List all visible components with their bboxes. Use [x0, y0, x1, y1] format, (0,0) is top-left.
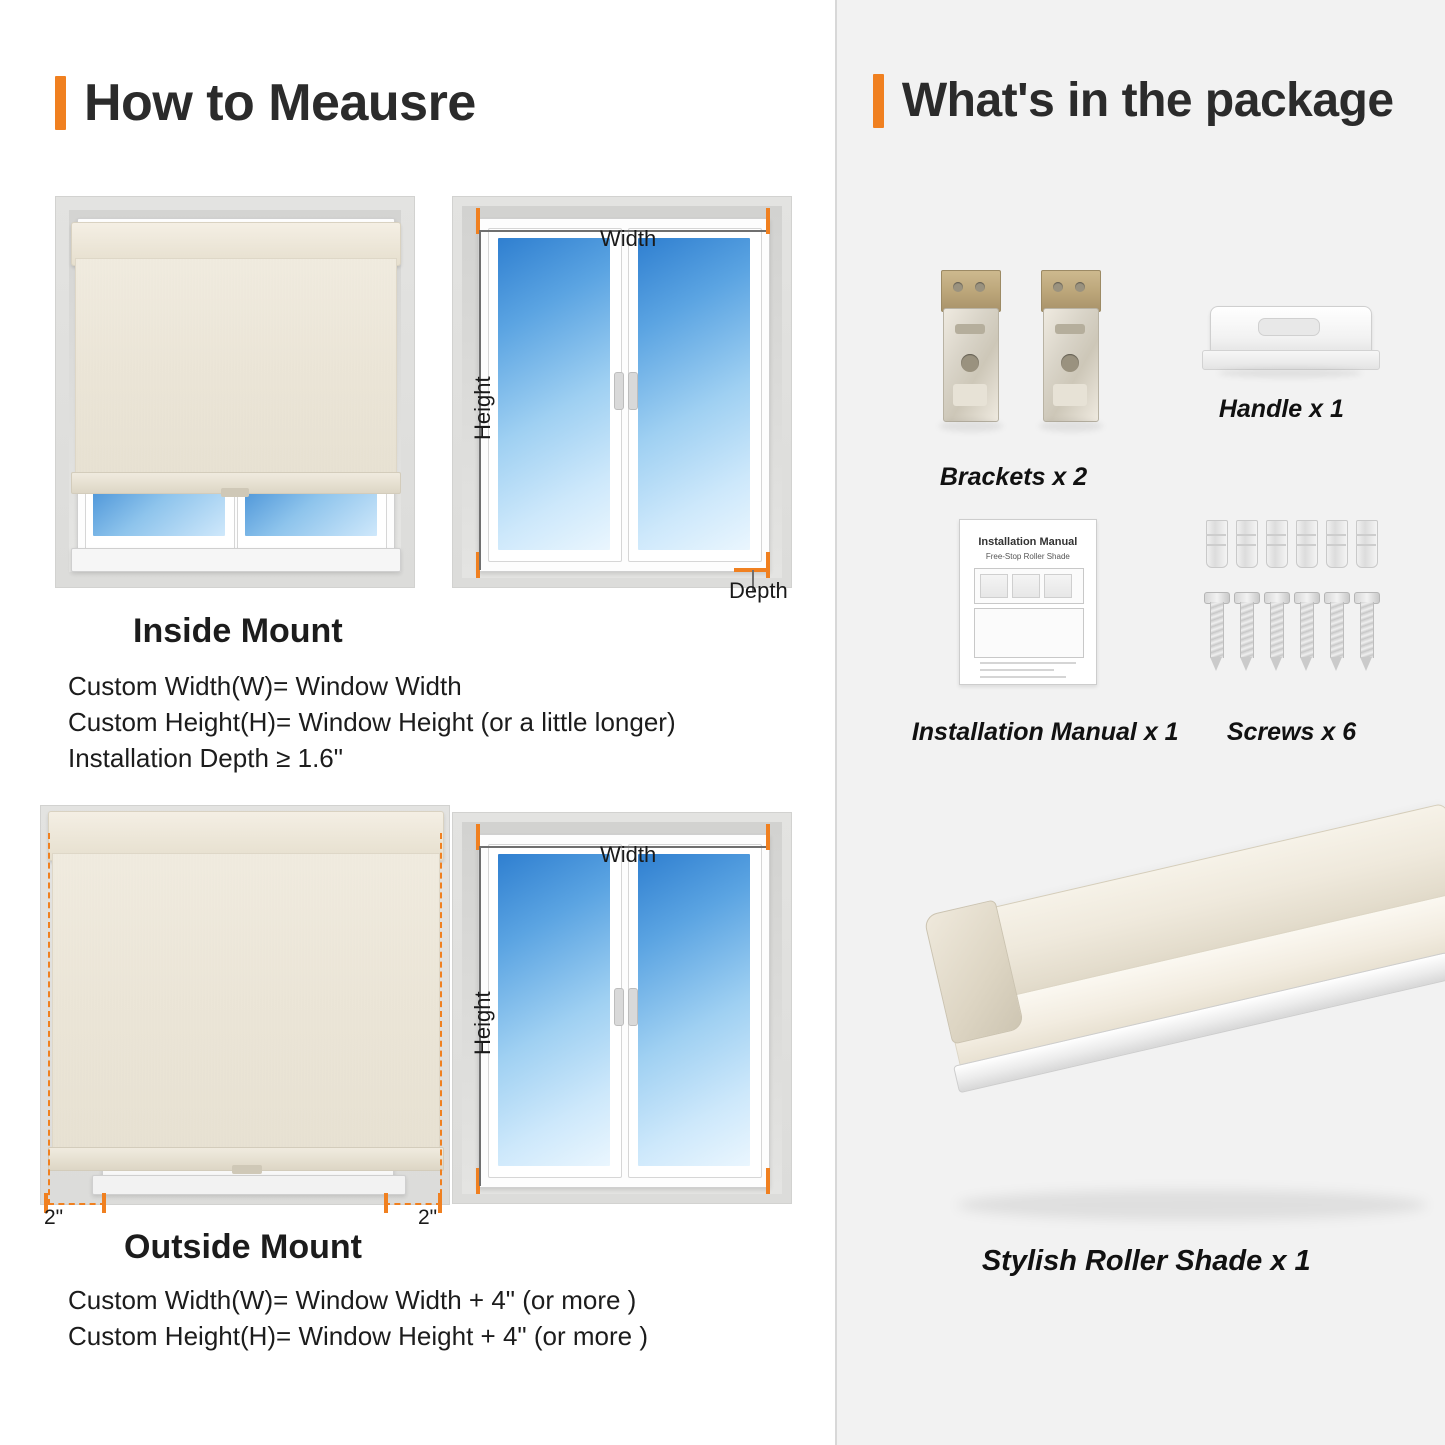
brackets-caption: Brackets x 2: [939, 463, 1088, 491]
screws-caption: Screws x 6: [1226, 718, 1357, 746]
inside-line-3: Installation Depth ≥ 1.6": [68, 743, 343, 773]
left-heading-text: How to Meausre: [84, 74, 476, 132]
outside-mount-caption: Outside Mount: [124, 1228, 362, 1266]
handle-illustration: [1200, 300, 1380, 380]
outside-mount-dimension-illustration: [452, 812, 792, 1204]
accent-bar-icon: [55, 76, 66, 130]
outside-line-2: Custom Height(H)= Window Height + 4" (or more ): [68, 1321, 648, 1351]
inside-line-2: Custom Height(H)= Window Height (or a little longer): [68, 707, 676, 737]
outside-mount-shade-illustration: [40, 805, 450, 1205]
handle-caption: Handle x 1: [1218, 395, 1344, 423]
inside-depth-label: Depth: [729, 578, 788, 603]
installation-manual-illustration: [959, 519, 1097, 685]
inside-width-label: Width: [600, 226, 657, 251]
brackets-illustration: [929, 270, 1129, 450]
roller-shade-caption: Stylish Roller Shade x 1: [981, 1245, 1311, 1277]
manual-title-text: Installation Manual: [978, 536, 1078, 548]
inside-mount-caption: Inside Mount: [133, 612, 343, 650]
manual-subtitle-text: Free-Stop Roller Shade: [985, 552, 1070, 561]
right-heading: [873, 73, 1394, 128]
left-heading: [55, 73, 476, 133]
inside-height-label: Height: [470, 376, 495, 440]
outside-height-label: Height: [470, 991, 495, 1055]
outside-right-margin-label: 2": [418, 1206, 438, 1229]
outside-left-margin-label: 2": [44, 1206, 64, 1229]
accent-bar-icon: [873, 74, 884, 128]
outside-line-1: Custom Width(W)= Window Width + 4" (or more ): [68, 1285, 637, 1315]
screws-illustration: [1200, 520, 1390, 690]
installation-manual-caption: Installation Manual x 1: [911, 718, 1179, 746]
outside-width-label: Width: [600, 842, 657, 867]
right-column: [835, 0, 1445, 1445]
inside-line-1: Custom Width(W)= Window Width: [68, 671, 462, 701]
inside-mount-shade-illustration: [55, 196, 415, 588]
right-heading-text: What's in the package: [901, 74, 1394, 127]
roller-shade-illustration: [917, 860, 1445, 1260]
inside-mount-dimension-illustration: [452, 196, 792, 588]
